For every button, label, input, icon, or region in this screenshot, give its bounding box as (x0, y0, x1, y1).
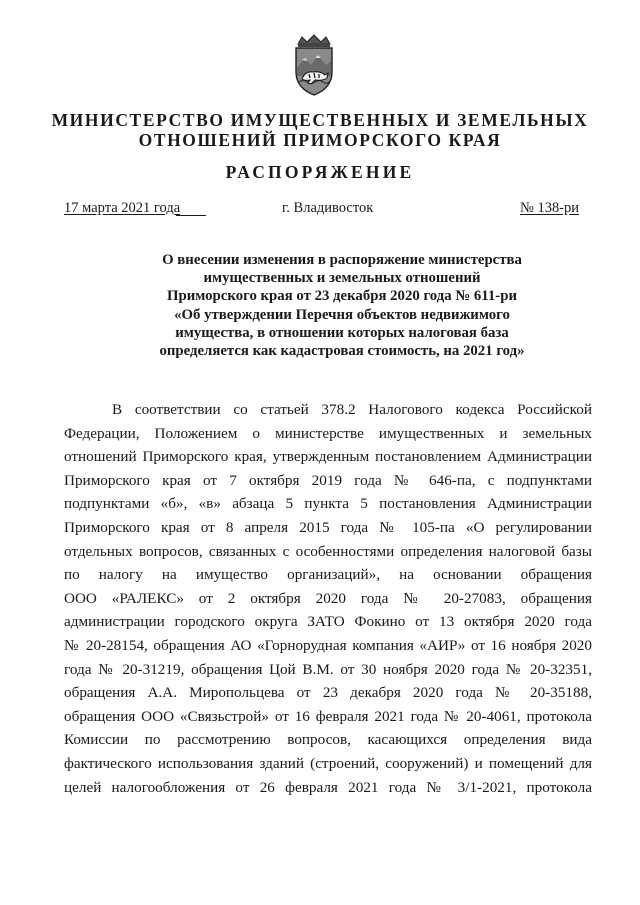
body-line: № 20-28154, обращения АО «Горнорудная компания «АИР» от 16 ноября 2020 (64, 636, 592, 654)
subject-line: Приморского края от 23 декабря 2020 года № 611-ри (167, 288, 517, 305)
document-number: № 138-ри (520, 200, 580, 216)
body-line: отношений Приморского края, утвержденным постановлением Администрации (64, 448, 592, 466)
ministry-name-line-2: ОТНОШЕНИЙ ПРИМОРСКОГО КРАЯ (138, 130, 502, 150)
document-type: РАСПОРЯЖЕНИЕ (225, 162, 415, 182)
body-line: по налогу на имущество организаций», на основании обращения (64, 566, 592, 584)
body-line: Приморского края от 7 октября 2019 года № 646-па, с подпунктами (64, 471, 592, 489)
body-line: целей налогообложения от 26 февраля 2021 года № 3/1-2021, протокола (64, 778, 592, 796)
subject-line: имущества, в отношении которых налоговая база (175, 324, 509, 341)
document-city: г. Владивосток (282, 200, 374, 216)
document-date: 17 марта 2021 года (64, 200, 181, 216)
subject-line: О внесении изменения в распоряжение министерства (162, 252, 522, 268)
document-body (64, 398, 592, 799)
ministry-name-line-1: МИНИСТЕРСТВО ИМУЩЕСТВЕННЫХ И ЗЕМЕЛЬНЫХ (51, 110, 589, 130)
body-line: отдельных вопросов, связанных с особенностями определения налоговой базы (64, 542, 592, 560)
body-line: В соответствии со статьей 378.2 Налогового кодекса Российской (112, 401, 592, 418)
body-line: администрации городского округа ЗАТО Фокино от 13 октября 2020 года (64, 613, 592, 631)
body-line: обращения А.А. Миропольцева от 23 декабря 2020 года № 20-35188, (64, 684, 592, 702)
body-line: Приморского края от 8 апреля 2015 года № 105-па «О регулировании (64, 518, 592, 536)
date-underline (176, 215, 206, 216)
body-line: обращения ООО «Связьстрой» от 16 февраля 2021 года № 20-4061, протокола (64, 707, 592, 725)
ministry-name (0, 110, 640, 150)
subject-line: имущественных и земельных отношений (203, 270, 481, 287)
coat-of-arms-icon (285, 34, 343, 98)
body-line: фактического использования зданий (строений, сооружений) и помещений для (64, 754, 592, 772)
subject-line: «Об утверждении Перечня объектов недвижимого (174, 306, 510, 323)
body-line: подпунктами «б», «в» абзаца 5 пункта 5 постановления Администрации (64, 495, 592, 513)
body-line: ООО «РАЛЕКС» от 2 октября 2020 года № 20-27083, обращения (64, 589, 592, 607)
body-line: Федерации, Положением о министерстве имущественных и земельных (64, 424, 592, 442)
body-line: года № 20-31219, обращения Цой В.М. от 30 ноября 2020 года № 20-32351, (64, 660, 592, 678)
subject-line: определяется как кадастровая стоимость, на 2021 год» (159, 343, 525, 360)
document-subject (120, 251, 564, 360)
body-line: Комиссии по рассмотрению вопросов, касающихся определения вида (64, 731, 592, 749)
